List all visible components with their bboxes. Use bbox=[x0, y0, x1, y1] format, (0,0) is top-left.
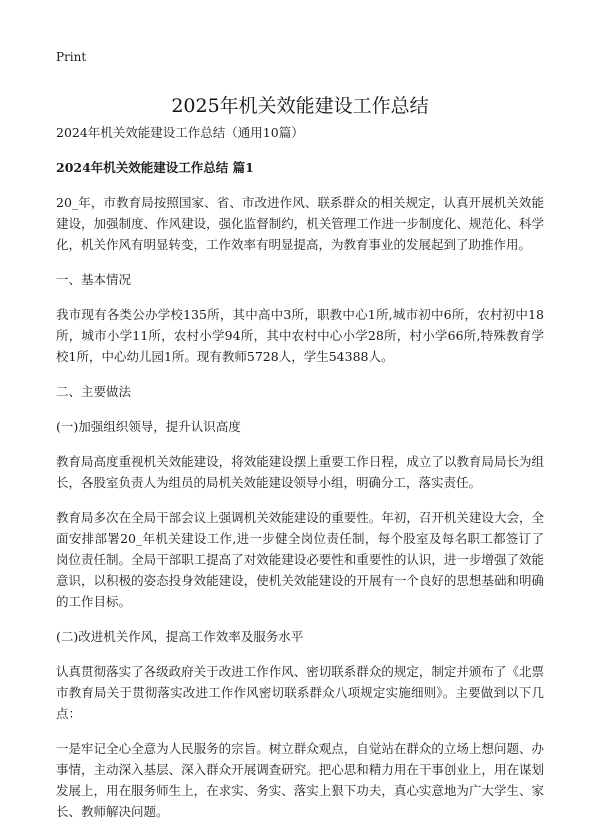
leadership-paragraph-2: 教育局多次在全局干部会议上强调机关效能建设的重要性。年初，召开机关建设大会，全面安排部署20_年机关建设工作,进一步健全岗位责任制，每个股室及每名职工都签订了岗位责任制。全局干部职工提高了对效能建设必要性和重要性的认识，进一步增强了效能意识，以积极的姿态投身效能建设，使机关效能建设的开展有一个良好的思想基础和明确的工作目标。 bbox=[56, 510, 544, 609]
subheading-leadership: (一)加强组织领导，提升认识高度 bbox=[56, 419, 241, 434]
document-subtitle: 2024年机关效能建设工作总结（通用10篇） bbox=[56, 125, 304, 140]
leadership-paragraph-1: 教育局高度重视机关效能建设，将效能建设摆上重要工作日程，成立了以教育局局长为组长，各股室负责人为组员的局机关效能建设领导小组，明确分工，落实责任。 bbox=[56, 454, 544, 490]
print-link[interactable]: Print bbox=[56, 50, 87, 64]
section-title: 2024年机关效能建设工作总结 篇1 bbox=[56, 160, 254, 175]
service-paragraph: 一是牢记全心全意为人民服务的宗旨。树立群众观点，自觉站在群众的立场上想问题、办事情，主动深入基层、深入群众开展调查研究。把心思和精力用在干事创业上，用在谋划发展上，用在服务师生上，在求实、务实、落实上狠下功夫，真心实意地为广大学生、家长、教师解决问题。 bbox=[56, 741, 544, 819]
heading-basic-situation: 一、基本情况 bbox=[56, 272, 132, 287]
heading-main-practices: 二、主要做法 bbox=[56, 384, 132, 399]
document-title: 2025年机关效能建设工作总结 bbox=[171, 94, 429, 117]
work-style-paragraph: 认真贯彻落实了各级政府关于改进工作作风、密切联系群众的规定，制定并颁布了《北票市教育局关于贯彻落实改进工作作风密切联系群众八项规定实施细则》。主要做到以下几点： bbox=[56, 664, 544, 721]
document-body bbox=[56, 122, 544, 836]
basic-situation-paragraph: 我市现有各类公办学校135所，其中高中3所，职教中心1所,城市初中6所，农村初中18所，城市小学11所，农村小学94所，其中农村中心小学28所，村小学66所,特殊教育学校1所，中心幼儿园1所。现有教师5728人，学生54388人。 bbox=[56, 307, 544, 364]
intro-paragraph: 20_年，市教育局按照国家、省、市改进作风、联系群众的相关规定，认真开展机关效能建设，加强制度、作风建设，强化监督制约，机关管理工作进一步制度化、规范化、科学化，机关作风有明显转变，工作效率有明显提高，为教育事业的发展起到了助推作用。 bbox=[56, 195, 544, 252]
subheading-work-style: (二)改进机关作风，提高工作效率及服务水平 bbox=[56, 629, 304, 644]
